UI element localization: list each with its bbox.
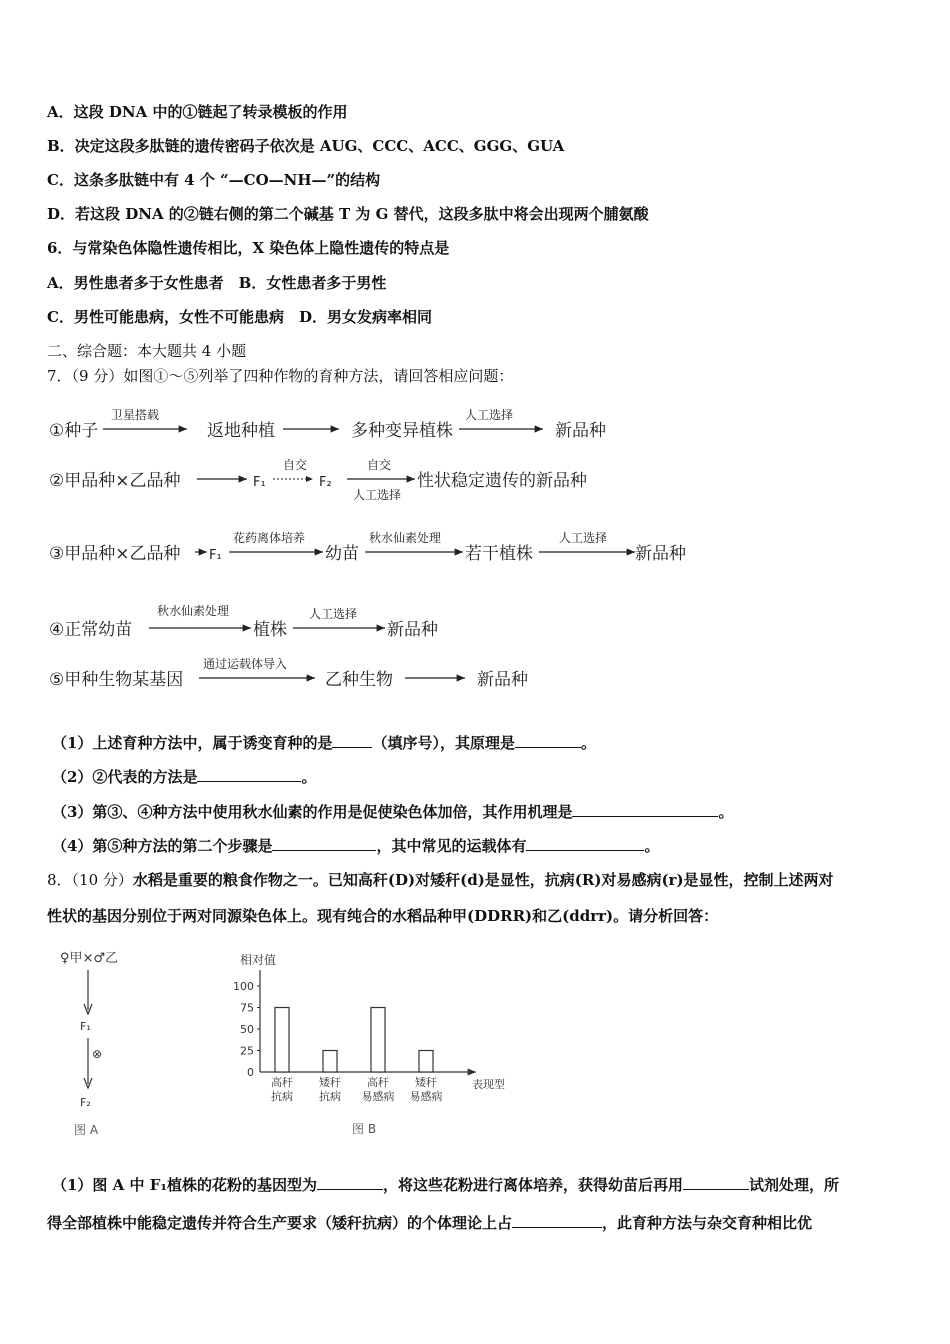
q5-option-b: B．决定这段多肽链的遗传密码子依次是 AUG、CCC、ACC、GGG、GUA: [47, 137, 565, 155]
row2-start: ②甲品种×乙品种: [49, 471, 181, 491]
row5-end: 新品种: [477, 670, 528, 690]
row2-f1: F₁: [253, 475, 266, 490]
row3-node2: 若干植株: [465, 544, 533, 564]
row1-node2: 多种变异植株: [351, 421, 453, 441]
section-heading: 二、综合题：本大题共 4 小题: [47, 342, 247, 360]
q8-stem-line1: 8．（10 分）水稻是重要的粮食作物之一。已知高秆(D)对矮秆(d)是显性，抗病(R)对易感病(r)是显性，控制上述两对: [47, 871, 834, 889]
q6-options-row2: C．男性可能患病，女性不可能患病 D．男女发病率相同: [47, 308, 432, 326]
row3-arrow2-label: 秋水仙素处理: [369, 531, 442, 545]
chart-bar-1: [323, 1051, 337, 1073]
row3-end: 新品种: [635, 544, 686, 564]
row3-arrow1-label: 花药离体培养: [233, 531, 306, 545]
chart-bar-3: [419, 1051, 433, 1073]
row3-start: ③甲品种×乙品种: [49, 544, 181, 564]
figa-self-symbol: ⊗: [92, 1047, 103, 1061]
q7-sub4: （4）第⑤种方法的第二个步骤是 ，其中常见的运载体有 。: [52, 837, 660, 855]
q8-sub1-line1: （1）图 A 中 F₁植株的花粉的基因型为 ，将这些花粉进行离体培养，获得幼苗后再用 试剂处理，所: [52, 1176, 839, 1194]
figure-b-chart: [226, 946, 526, 1146]
chart-bar-2: [371, 1008, 385, 1073]
row2-arrow2-label: 自交: [283, 458, 308, 472]
chart-xlabel: 表现型: [472, 1078, 505, 1091]
row2-end: 性状稳定遗传的新品种: [417, 471, 587, 491]
row4-node1: 植株: [253, 620, 287, 640]
row1-arrow1-label: 卫星搭载: [111, 408, 160, 422]
row3-arrow3-label: 人工选择: [559, 531, 608, 545]
q8-sub1-line2: 得全部植株中能稳定遗传并符合生产要求（矮秆抗病）的个体理论上占 ，此育种方法与杂交育种相比优: [47, 1214, 813, 1232]
row4-arrow1-label: 秋水仙素处理: [157, 604, 230, 618]
q7-sub1: （1）上述育种方法中，属于诱变育种的是 （填序号），其原理是 。: [52, 734, 596, 752]
row1-node1: 返地种植: [207, 421, 275, 441]
row5-start: ⑤甲种生物某基因: [49, 670, 184, 690]
chart-ytick-2: 50: [240, 1023, 254, 1036]
figa-f2: F₂: [80, 1096, 91, 1109]
chart-ylabel: 相对值: [240, 953, 277, 967]
q7-sub2: （2）②代表的方法是 。: [52, 768, 317, 786]
q6-stem: 6．与常染色体隐性遗传相比，X 染色体上隐性遗传的特点是: [47, 239, 450, 257]
chart-xtick-2-1: 易感病: [361, 1090, 395, 1103]
row5-arrow1-label: 通过运载体导入: [203, 657, 288, 671]
figa-f1: F₁: [80, 1020, 91, 1033]
row3-node1: 幼苗: [325, 544, 359, 564]
breeding-methods-diagram: [47, 400, 747, 700]
row4-end: 新品种: [387, 620, 438, 640]
chart-ytick-4: 100: [233, 980, 254, 993]
chart-ytick-3: 75: [240, 1001, 254, 1015]
figa-caption: 图 A: [74, 1123, 99, 1137]
chart-xtick-2-0: 高秆: [367, 1076, 389, 1089]
row2-arrow3-bottom-label: 人工选择: [353, 488, 402, 502]
figa-cross: ♀甲×♂乙: [60, 951, 119, 966]
row1-end: 新品种: [555, 421, 606, 441]
chart-xtick-0-1: 抗病: [271, 1090, 293, 1103]
chart-caption: 图 B: [352, 1122, 377, 1136]
q6-options-row1: A．男性患者多于女性患者 B．女性患者多于男性: [47, 274, 387, 292]
q7-stem: 7．（9 分）如图①～⑤列举了四种作物的育种方法，请回答相应问题：: [47, 367, 514, 385]
row4-start: ④正常幼苗: [49, 620, 133, 640]
row3-f1: F₁: [209, 548, 222, 563]
row1-arrow3-label: 人工选择: [465, 408, 514, 422]
chart-ytick-1: 25: [240, 1044, 254, 1058]
row5-node1: 乙种生物: [325, 670, 393, 690]
figure-a: [58, 946, 178, 1146]
chart-xtick-1-0: 矮秆: [319, 1076, 341, 1089]
q5-option-c: C．这条多肽链中有 4 个 “—CO—NH—”的结构: [47, 171, 381, 189]
q5-option-a: A．这段 DNA 中的①链起了转录模板的作用: [47, 103, 348, 121]
q7-sub3: （3）第③、④种方法中使用秋水仙素的作用是促使染色体加倍，其作用机理是 。: [52, 803, 734, 821]
chart-xtick-0-0: 高秆: [271, 1076, 293, 1089]
row2-arrow3-top-label: 自交: [367, 458, 392, 472]
chart-xtick-1-1: 抗病: [319, 1090, 341, 1103]
chart-bar-0: [275, 1008, 289, 1073]
row4-arrow2-label: 人工选择: [309, 607, 358, 621]
chart-xtick-3-1: 易感病: [409, 1090, 443, 1103]
q5-option-d: D．若这段 DNA 的②链右侧的第二个碱基 T 为 G 替代，这段多肽中将会出现两个脯氨酸: [47, 205, 649, 223]
q8-stem-line2: 性状的基因分别位于两对同源染色体上。现有纯合的水稻品种甲(DDRR)和乙(ddrr)。请分析回答：: [47, 907, 719, 925]
row2-f2: F₂: [319, 475, 332, 490]
chart-ytick-0: 0: [247, 1066, 254, 1079]
row1-start: ①种子: [49, 421, 99, 441]
chart-xtick-3-0: 矮秆: [415, 1076, 437, 1089]
